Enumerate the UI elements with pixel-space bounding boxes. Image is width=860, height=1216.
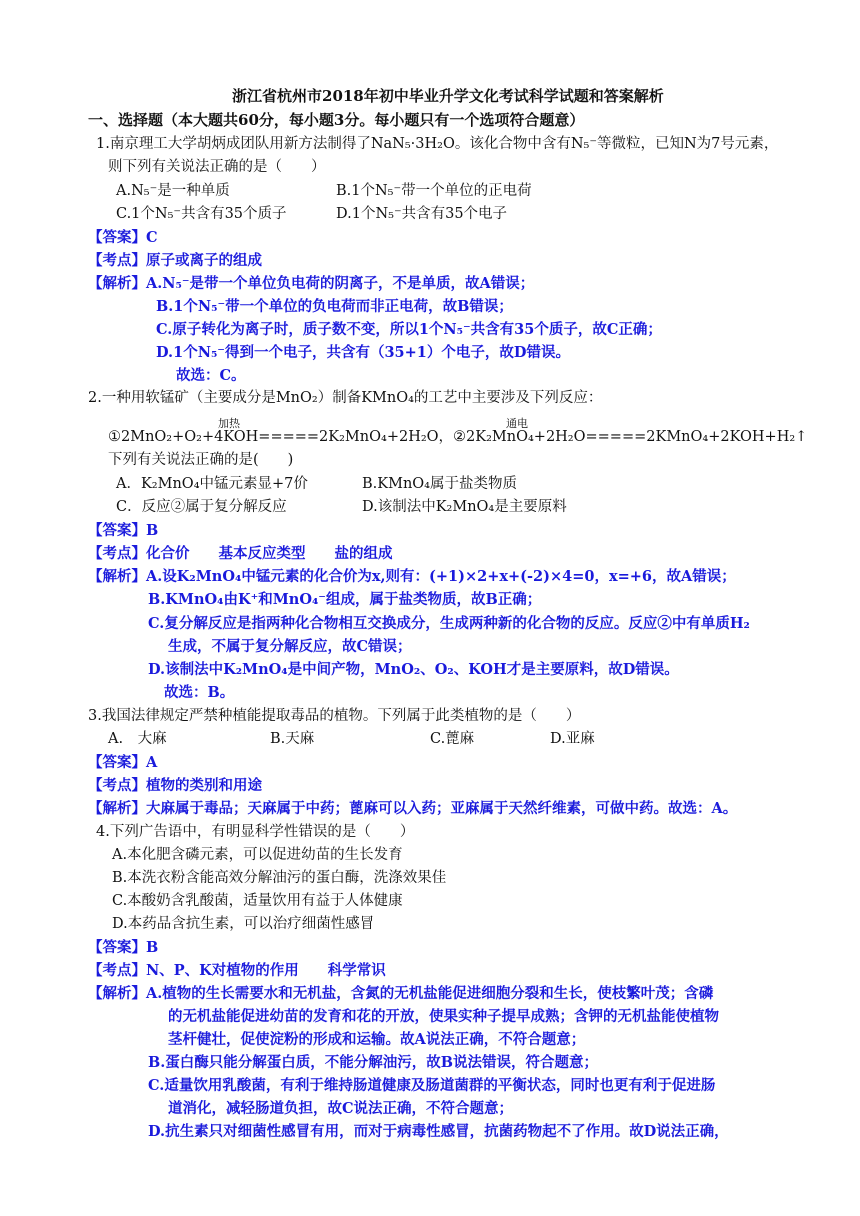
q1-key-point: 【考点】原子或离子的组成 (88, 252, 262, 269)
q1-option-d: D.1个N₅⁻共含有35个电子 (336, 206, 508, 222)
q1-stem-line-1: 1.南京理工大学胡炳成团队用新方法制得了NaN₅·3H₂O。该化合物中含有N₅⁻等微粒，已知N为7号元素， (96, 136, 779, 152)
q2-explanation-line-2: B.KMnO₄由K⁺和MnO₄⁻组成，属于盐类物质，故B正确； (148, 591, 542, 608)
q4-stem-line-1: 4.下列广告语中，有明显科学性错误的是（ ） (96, 824, 415, 840)
q4-option-b: B.本洗衣粉含能高效分解油污的蛋白酶，洗涤效果佳 (112, 870, 447, 886)
q2-explanation-line-1: 【解析】A.设K₂MnO₄中锰元素的化合价为x,则有：(+1)×2+x+(-2)×4=0，x=+6，故A错误； (88, 568, 736, 585)
q3-option-c: C.蓖麻 (430, 731, 475, 747)
q4-explanation-line-2: 的无机盐能促进幼苗的发育和花的开放，使果实种子提早成熟；含钾的无机盐能使植物 (168, 1008, 719, 1025)
q4-explanation-line-1: 【解析】A.植物的生长需要水和无机盐，含氮的无机盐能促进细胞分裂和生长，使枝繁叶茂；含磷 (88, 985, 714, 1002)
q2-option-d: D.该制法中K₂MnO₄是主要原料 (362, 499, 567, 515)
q2-answer: 【答案】B (88, 522, 159, 539)
q4-option-c: C.本酸奶含乳酸菌，适量饮用有益于人体健康 (112, 893, 403, 909)
q4-option-d: D.本药品含抗生素，可以治疗细菌性感冒 (112, 916, 375, 932)
q4-explanation-line-7: D.抗生素只对细菌性感冒有用，而对于病毒性感冒，抗菌药物起不了作用。故D说法正确， (148, 1123, 729, 1140)
q1-explanation-line-2: B.1个N₅⁻带一个单位的负电荷而非正电荷，故B错误； (156, 298, 513, 315)
q1-explanation-line-1: 【解析】A.N₅⁻是带一个单位负电荷的阴离子，不是单质，故A错误； (88, 275, 535, 292)
q4-explanation-line-4: B.蛋白酶只能分解蛋白质，不能分解油污，故B说法错误，符合题意； (148, 1054, 599, 1071)
q4-explanation-line-3: 茎杆健壮，促使淀粉的形成和运输。故A说法正确，不符合题意； (168, 1031, 586, 1048)
q2-explanation-line-4: 生成，不属于复分解反应，故C错误； (168, 638, 412, 655)
q2-stem-line-1: 2.一种用软锰矿（主要成分是MnO₂）制备KMnO₄的工艺中主要涉及下列反应： (88, 390, 603, 406)
q4-explanation-line-5: C.适量饮用乳酸菌，有利于维持肠道健康及肠道菌群的平衡状态，同时也更有利于促进肠 (148, 1077, 716, 1094)
q4-option-a: A.本化肥含磷元素，可以促进幼苗的生长发育 (112, 847, 403, 863)
q2-reaction-equations: ①2MnO₂+O₂+4KOH=====2K₂MnO₄+2H₂O，②2K₂MnO₄+2H₂O=====2KMnO₄+2KOH+H₂↑ (108, 429, 808, 445)
q3-key-point: 【考点】植物的类别和用途 (88, 777, 262, 794)
q4-explanation-line-6: 道消化，减轻肠道负担，故C说法正确，不符合题意； (168, 1100, 514, 1117)
q3-answer: 【答案】A (88, 754, 158, 771)
document-title: 浙江省杭州市2018年初中毕业升学文化考试科学试题和答案解析 (232, 87, 664, 105)
q3-explanation-line-1: 【解析】大麻属于毒品；天麻属于中药；蓖麻可以入药；亚麻属于天然纤维素，可做中药。故选：A。 (88, 800, 738, 817)
q2-key-point: 【考点】化合价 基本反应类型 盐的组成 (88, 545, 393, 562)
q3-option-b: B.天麻 (270, 731, 315, 747)
q2-option-b: B.KMnO₄属于盐类物质 (362, 476, 517, 492)
q3-stem-line-1: 3.我国法律规定严禁种植能提取毒品的植物。下列属于此类植物的是（ ） (88, 708, 581, 724)
section-heading: 一、选择题（本大题共60分，每小题3分。每小题只有一个选项符合题意） (88, 111, 585, 129)
q1-stem-line-2: 则下列有关说法正确的是（ ） (108, 159, 326, 175)
q2-condition-heat: 加热 (218, 417, 240, 430)
q1-option-c: C.1个N₅⁻共含有35个质子 (116, 206, 287, 222)
q3-option-d: D.亚麻 (550, 731, 595, 747)
q1-explanation-line-4: D.1个N₅⁻得到一个电子，共含有（35+1）个电子，故D错误。 (156, 344, 570, 361)
q2-explanation-line-3: C.复分解反应是指两种化合物相互交换成分，生成两种新的化合物的反应。反应②中有单质H₂ (148, 615, 750, 632)
q1-answer: 【答案】C (88, 229, 158, 246)
q1-option-b: B.1个N₅⁻带一个单位的正电荷 (336, 183, 532, 199)
q2-explanation-line-6: 故选：B。 (164, 684, 235, 701)
q2-option-a: A．K₂MnO₄中锰元素显+7价 (116, 476, 308, 492)
q2-option-c: C．反应②属于复分解反应 (116, 499, 287, 515)
q2-explanation-line-5: D.该制法中K₂MnO₄是中间产物，MnO₂、O₂、KOH才是主要原料，故D错误。 (148, 661, 679, 678)
q3-option-a: A. 大麻 (108, 731, 167, 747)
q2-condition-electrolysis: 通电 (506, 417, 528, 430)
q4-key-point: 【考点】N、P、K对植物的作用 科学常识 (88, 962, 386, 979)
q1-option-a: A.N₅⁻是一种单质 (116, 183, 230, 199)
q4-answer: 【答案】B (88, 939, 159, 956)
q1-explanation-line-3: C.原子转化为离子时，质子数不变，所以1个N₅⁻共含有35个质子，故C正确； (156, 321, 662, 338)
q1-explanation-line-5: 故选：C。 (176, 367, 246, 384)
q2-stem-line-2: 下列有关说法正确的是( ) (108, 452, 294, 468)
